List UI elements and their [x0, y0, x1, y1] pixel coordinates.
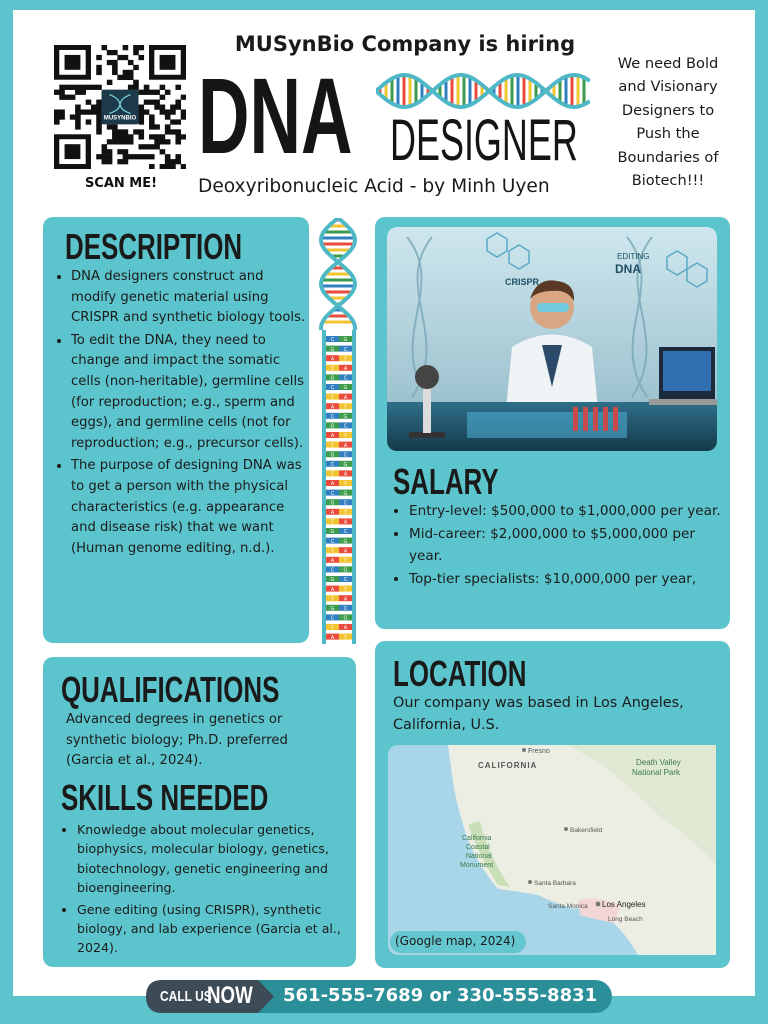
svg-text:A: A: [330, 404, 335, 411]
map-label-fresno: Fresno: [528, 748, 550, 755]
salary-item: • Mid-career: $2,000,000 to $5,000,000 per year.: [409, 524, 731, 567]
svg-text:C: C: [343, 500, 348, 507]
phone-numbers[interactable]: 561-555-7689 or 330-555-8831: [283, 985, 598, 1006]
svg-text:G: G: [330, 375, 335, 382]
qualifications-text: Advanced degrees in genetics or synthetic biology; Ph.D. preferred (Garcia et al., 2024).: [66, 712, 288, 769]
svg-text:G: G: [330, 452, 335, 459]
svg-text:A: A: [330, 356, 335, 363]
tagline: [606, 52, 730, 192]
qualifications-panel: [43, 657, 356, 967]
svg-text:A: A: [330, 634, 335, 641]
svg-text:G: G: [343, 462, 348, 468]
svg-text:A: A: [343, 366, 348, 372]
qr-code[interactable]: [54, 45, 186, 169]
location-panel: [375, 641, 730, 968]
svg-text:T: T: [330, 548, 335, 555]
svg-text:C: C: [330, 385, 335, 392]
description-item: • DNA designers construct and modify genetic material using CRISPR and synthetic biology tools.: [71, 267, 309, 329]
map-label-monument: California Coastal National Monument: [460, 835, 494, 869]
now-label-wrap: [207, 979, 266, 1013]
location-title: LOCATION: [393, 653, 527, 694]
svg-text:G: G: [343, 615, 348, 622]
salary-list: [387, 501, 731, 593]
map-label-santa-barbara: Santa Barbara: [534, 880, 576, 887]
svg-text:G: G: [343, 337, 348, 344]
photo-label-crispr: CRISPR: [505, 277, 540, 287]
description-item: • To edit the DNA, they need to change and impact the somatic cells (non-heritable), germline cells (for reproduction; e.g., sperm and eggs), and germline cells (not for reproduction; e.g., precursor cells).: [71, 331, 309, 455]
svg-text:A: A: [330, 558, 335, 564]
svg-text:T: T: [330, 519, 335, 526]
svg-text:G: G: [330, 529, 335, 536]
svg-text:C: C: [343, 375, 348, 382]
scan-me-label: SCAN ME!: [84, 176, 158, 191]
svg-text:C: C: [330, 538, 335, 545]
svg-text:C: C: [330, 490, 335, 497]
dna-helix-vertical: [316, 218, 362, 648]
svg-text:A: A: [343, 548, 348, 555]
description-title: DESCRIPTION: [65, 226, 243, 267]
svg-text:G: G: [343, 414, 348, 420]
svg-text:A: A: [343, 394, 348, 401]
svg-text:G: G: [343, 567, 348, 574]
map-label-los-angeles: Los Angeles: [602, 900, 646, 909]
svg-text:C: C: [330, 414, 335, 420]
lab-scientist-image: [387, 227, 717, 451]
photo-label-editing: EDITING: [617, 252, 650, 261]
map-caption: (Google map, 2024): [395, 934, 516, 948]
salary-panel: [375, 217, 730, 629]
svg-text:C: C: [330, 462, 335, 468]
svg-text:G: G: [330, 606, 335, 612]
salary-title: SALARY: [393, 461, 499, 502]
tagline-line: Boundaries of: [617, 148, 719, 166]
location-text: Our company was based in Los Angeles, California, U.S.: [393, 695, 684, 733]
svg-text:C: C: [330, 337, 335, 344]
svg-text:T: T: [343, 356, 348, 363]
svg-text:T: T: [343, 510, 348, 516]
svg-text:G: G: [330, 346, 335, 353]
description-item: • The purpose of designing DNA was to get a person with the physical characteristics (e.g. appearance and disease risk) that we want (Human genome editing, n.d.).: [71, 456, 309, 559]
svg-text:MUSYNBIO: MUSYNBIO: [103, 115, 137, 122]
svg-text:C: C: [330, 567, 335, 574]
skills-item: • Gene editing (using CRISPR), synthetic biology, and lab experience (Garcia et al., 2024).: [77, 900, 363, 958]
designer-title: DESIGNER: [390, 108, 578, 173]
svg-text:A: A: [343, 625, 348, 632]
dna-title: DNA: [198, 55, 353, 176]
call-us-label: CALL US: [160, 988, 212, 1005]
svg-text:T: T: [343, 586, 348, 593]
svg-text:C: C: [343, 346, 348, 353]
svg-text:G: G: [343, 538, 348, 545]
map-label-bakersfield: Bakersfield: [570, 827, 603, 834]
skills-title: SKILLS NEEDED: [61, 777, 269, 818]
map-label-long-beach: Long Beach: [608, 916, 643, 923]
map-label-death-valley: Death Valley National Park: [632, 758, 681, 777]
svg-text:A: A: [343, 442, 348, 449]
map-label-santa-monica: Santa Monica: [548, 903, 588, 910]
skills-list: [55, 820, 363, 960]
svg-text:G: G: [343, 490, 348, 497]
svg-text:A: A: [343, 596, 348, 603]
svg-text:T: T: [330, 442, 335, 449]
svg-text:C: C: [343, 452, 348, 459]
svg-text:A: A: [330, 481, 335, 488]
svg-text:G: G: [343, 385, 348, 392]
tagline-line: Biotech!!!: [631, 172, 705, 190]
now-label: NOW: [207, 982, 253, 1009]
qualifications-title: QUALIFICATIONS: [61, 669, 280, 710]
svg-text:C: C: [330, 615, 335, 622]
map-label-california: CALIFORNIA: [478, 761, 538, 770]
photo-label-dna: DNA: [615, 262, 641, 276]
svg-text:T: T: [330, 471, 335, 478]
svg-text:C: C: [343, 529, 348, 536]
hiring-headline: MUSynBio Company is hiring: [234, 32, 576, 56]
svg-text:A: A: [343, 519, 348, 526]
svg-text:T: T: [343, 404, 348, 411]
svg-text:C: C: [343, 423, 348, 430]
svg-text:T: T: [343, 558, 348, 564]
svg-text:T: T: [330, 366, 335, 372]
svg-text:T: T: [330, 625, 335, 632]
tagline-line: We need Bold: [617, 55, 719, 72]
svg-text:T: T: [343, 433, 348, 440]
svg-text:G: G: [330, 423, 335, 430]
svg-text:C: C: [343, 577, 348, 584]
tagline-line: Push the: [636, 125, 700, 143]
skills-item: • Knowledge about molecular genetics, biophysics, molecular biology, genetics, biotechnology, genetic engineering and bioengineering.: [77, 820, 363, 898]
svg-text:T: T: [330, 596, 335, 603]
svg-text:A: A: [330, 433, 335, 440]
salary-item: • Top-tier specialists: $10,000,000 per year,: [409, 569, 731, 590]
tagline-line: Designers to: [621, 101, 715, 119]
svg-text:T: T: [343, 634, 348, 641]
svg-text:G: G: [330, 577, 335, 584]
svg-text:G: G: [330, 500, 335, 507]
svg-text:T: T: [343, 481, 348, 488]
svg-text:A: A: [330, 586, 335, 593]
dna-helix-horizontal: [376, 70, 590, 112]
tagline-line: and Visionary: [618, 78, 718, 96]
description-panel: [43, 217, 309, 643]
description-list: [49, 267, 309, 561]
location-map[interactable]: [388, 745, 716, 955]
salary-item: • Entry-level: $500,000 to $1,000,000 per year.: [409, 501, 731, 522]
svg-text:A: A: [343, 471, 348, 478]
svg-text:C: C: [343, 606, 348, 612]
subtitle: Deoxyribonucleic Acid - by Minh Uyen: [198, 176, 550, 197]
svg-text:A: A: [330, 510, 335, 516]
svg-text:T: T: [330, 394, 335, 401]
